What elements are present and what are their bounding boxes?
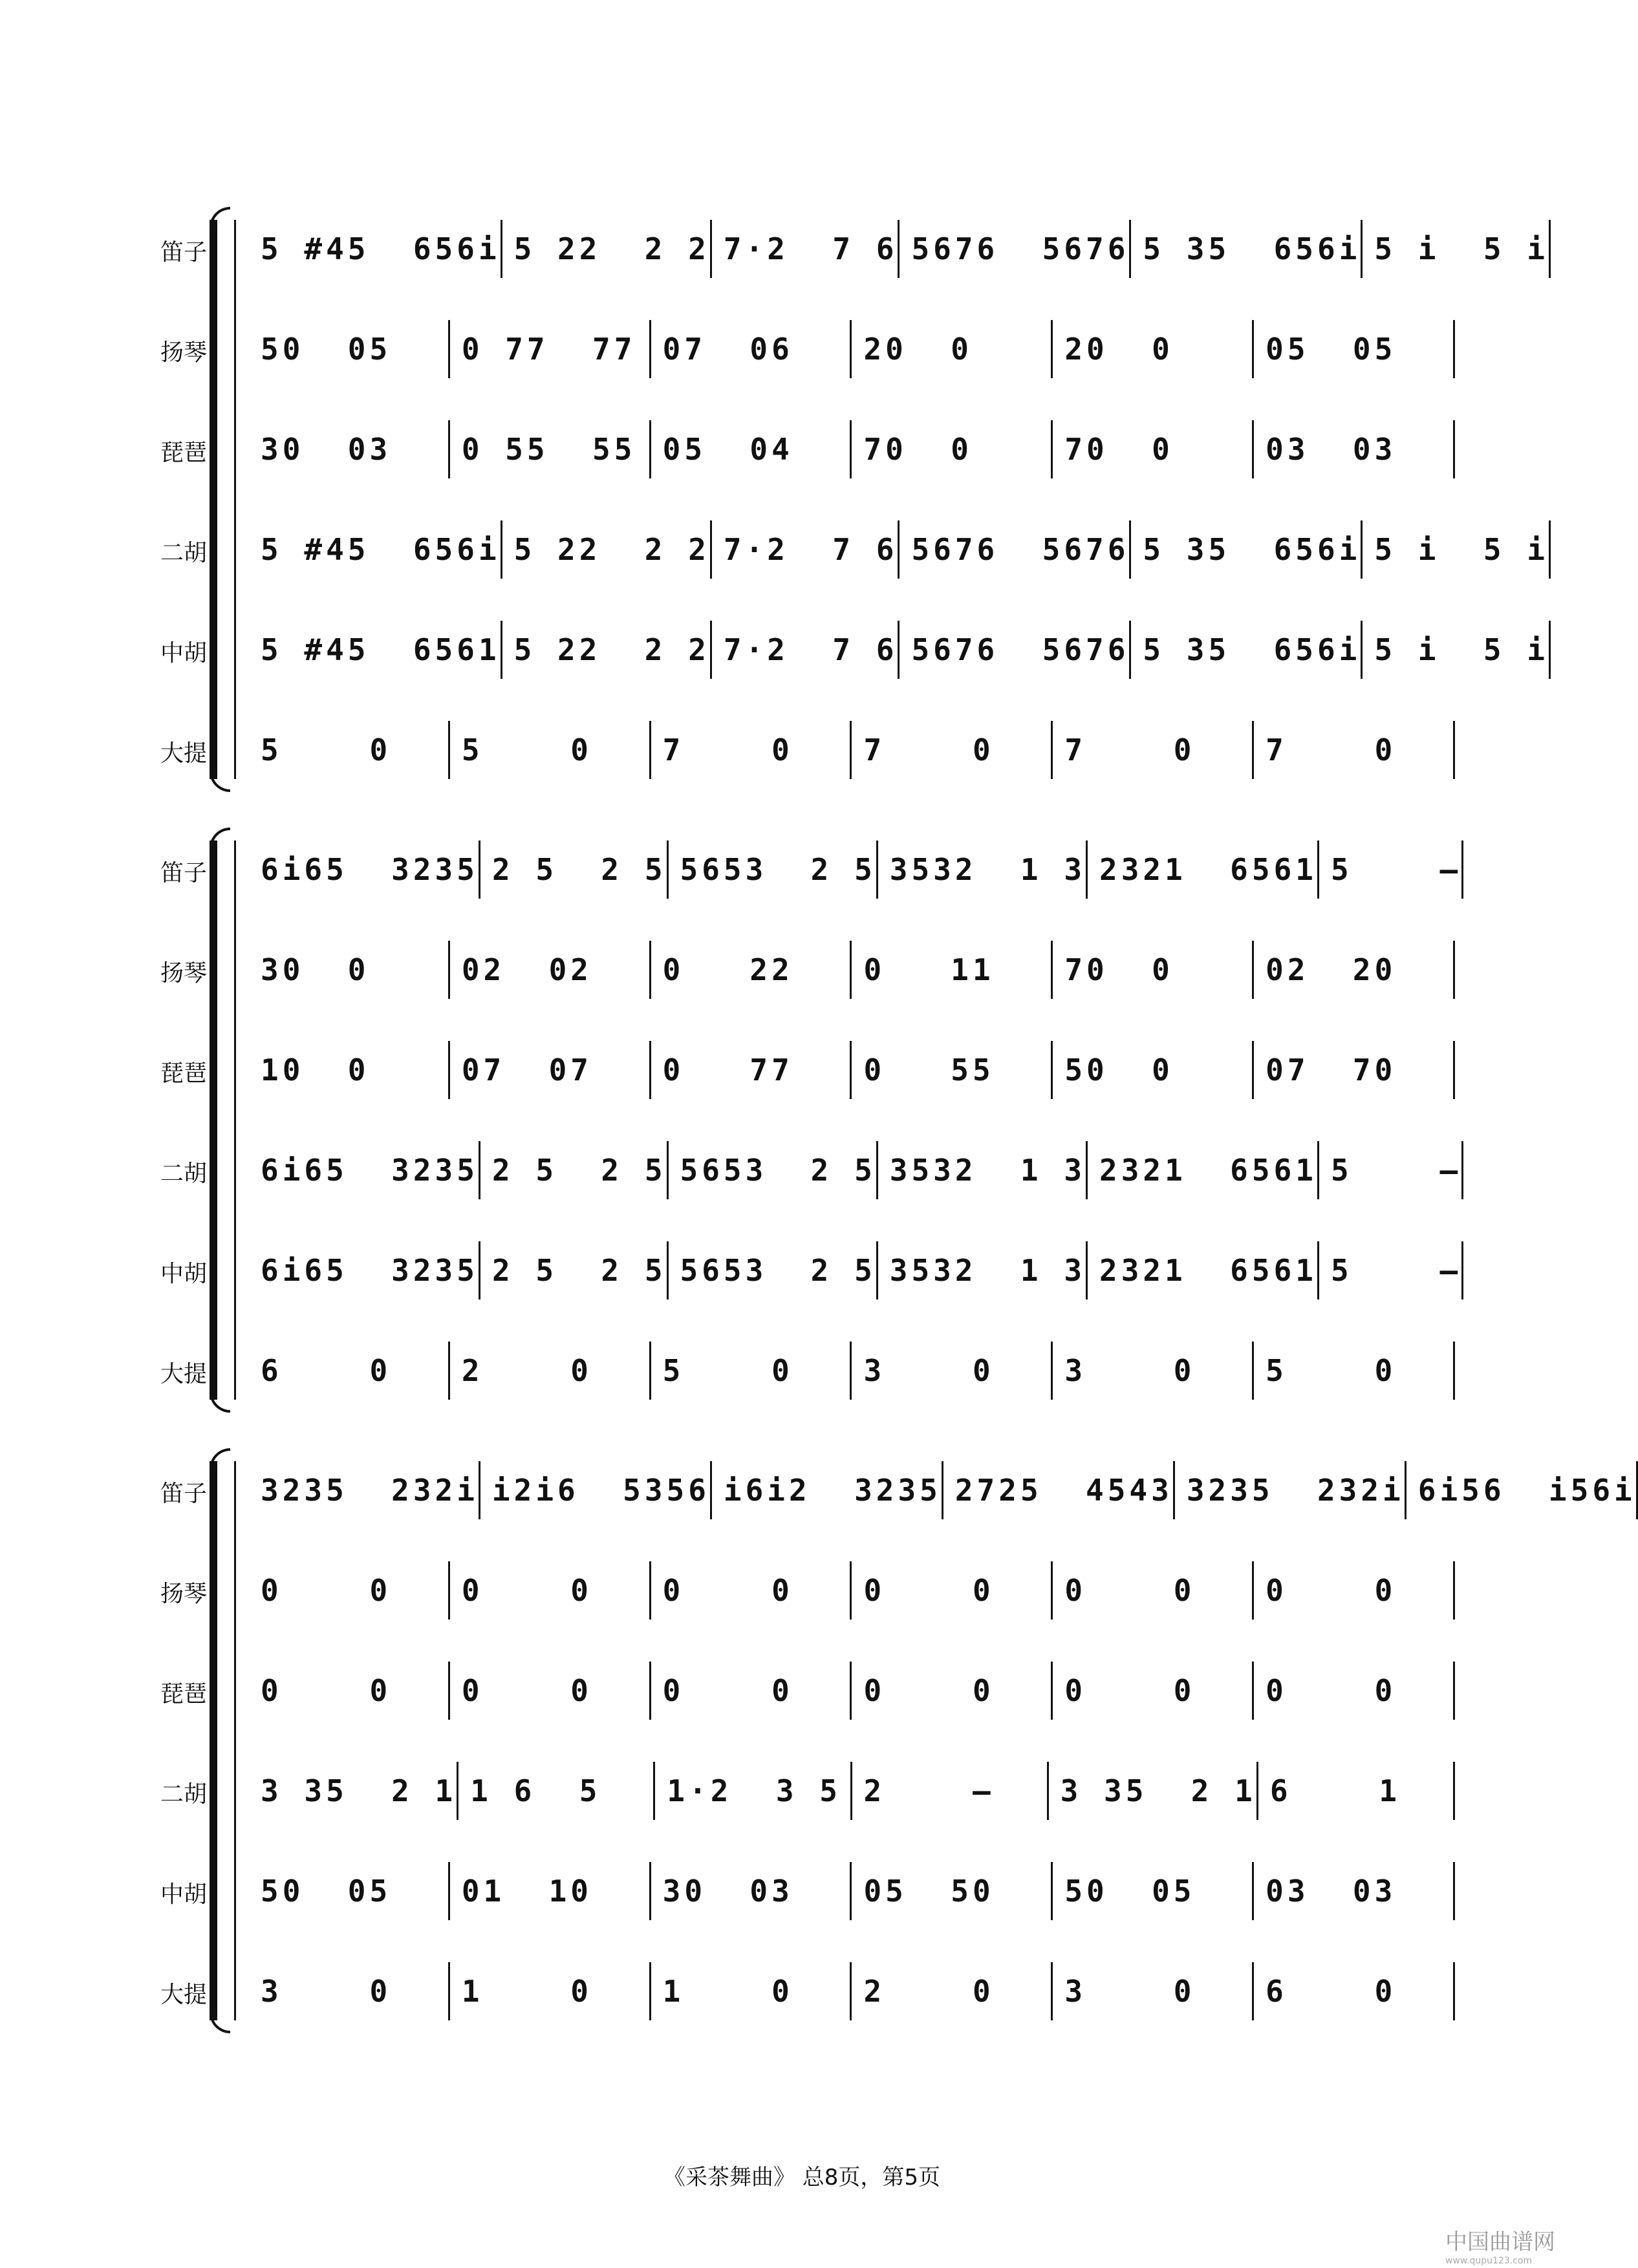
measure-notes: 7·2 7 6 bbox=[723, 532, 898, 567]
instrument-label: 扬琴 bbox=[160, 1581, 207, 1607]
measure-notes: 07 06 bbox=[662, 332, 793, 367]
measure bbox=[852, 1962, 1053, 2020]
measure-notes: 1 0 bbox=[662, 1974, 793, 2009]
logo-url: www.qupu123.com bbox=[1445, 2256, 1533, 2266]
measure bbox=[669, 1241, 878, 1300]
measure bbox=[249, 1862, 450, 1920]
measure-notes: 2 5 2 5 bbox=[491, 1253, 667, 1288]
measure bbox=[900, 520, 1131, 579]
measure-notes: i2i6 5356 bbox=[491, 1473, 710, 1508]
measure-notes: 0 22 bbox=[662, 952, 793, 987]
instrument-staff bbox=[149, 1461, 1636, 1519]
measure-notes: 05 50 bbox=[863, 1874, 995, 1909]
measure bbox=[651, 941, 852, 999]
system-barline bbox=[234, 1461, 236, 2020]
measure bbox=[1254, 1962, 1455, 2020]
measure-notes: 5 22 2 2 bbox=[513, 532, 710, 567]
measure-row bbox=[249, 941, 1455, 999]
measure-notes: 02 02 bbox=[461, 952, 592, 987]
measure bbox=[450, 1041, 651, 1099]
site-logo bbox=[1445, 2224, 1555, 2266]
instrument-staff bbox=[149, 1241, 1462, 1300]
measure-notes: 2 5 2 5 bbox=[491, 1153, 667, 1188]
measure-row bbox=[249, 1241, 1462, 1300]
measure-notes: 5 0 bbox=[662, 1353, 793, 1388]
measure bbox=[249, 1962, 450, 2020]
measure-notes: 2321 6561 bbox=[1099, 1253, 1317, 1288]
measure bbox=[1254, 721, 1455, 779]
measure bbox=[1053, 1662, 1254, 1720]
measure bbox=[1053, 320, 1254, 378]
measure-row bbox=[249, 621, 1549, 679]
measure bbox=[878, 1141, 1088, 1199]
measure bbox=[1131, 520, 1363, 579]
instrument-staff bbox=[149, 1141, 1462, 1199]
score-system bbox=[149, 840, 1462, 1400]
measure-notes: 0 0 bbox=[261, 1673, 392, 1708]
measure bbox=[651, 1041, 852, 1099]
measure bbox=[1319, 840, 1463, 899]
measure-notes: 3 35 2 1 bbox=[261, 1773, 457, 1808]
measure-notes: 0 0 bbox=[261, 1573, 392, 1608]
measure bbox=[249, 1561, 450, 1620]
measure bbox=[249, 1041, 450, 1099]
measure-notes: 70 0 bbox=[1064, 952, 1174, 987]
instrument-staff bbox=[149, 1342, 1455, 1400]
measure-notes: 5 22 2 2 bbox=[513, 231, 710, 266]
measure bbox=[1053, 721, 1254, 779]
measure bbox=[502, 220, 712, 278]
measure bbox=[249, 420, 450, 478]
measure-notes: 2 5 2 5 bbox=[491, 852, 667, 887]
measure-notes: 5 #45 6561 bbox=[261, 632, 501, 667]
measure bbox=[651, 420, 852, 478]
measure bbox=[450, 420, 651, 478]
measure bbox=[712, 621, 900, 679]
instrument-staff bbox=[149, 1762, 1455, 1820]
measure-row bbox=[249, 320, 1455, 378]
measure-row bbox=[249, 1461, 1636, 1519]
measure bbox=[712, 520, 900, 579]
measure bbox=[249, 1241, 480, 1300]
measure-notes: 3 0 bbox=[261, 1974, 392, 2009]
measure-notes: 0 0 bbox=[662, 1573, 793, 1608]
measure bbox=[249, 1662, 450, 1720]
measure bbox=[852, 1662, 1053, 1720]
measure-notes: 1·2 3 5 bbox=[667, 1773, 841, 1808]
measure bbox=[1254, 1662, 1455, 1720]
measure-notes: 30 03 bbox=[662, 1874, 793, 1909]
measure bbox=[1053, 1342, 1254, 1400]
measure-notes: 01 10 bbox=[461, 1874, 592, 1909]
measure-notes: 6i65 3235 bbox=[261, 1253, 479, 1288]
measure bbox=[450, 1962, 651, 2020]
measure-notes: 0 0 bbox=[662, 1673, 793, 1708]
measure-notes: 10 0 bbox=[261, 1053, 370, 1087]
instrument-label: 大提 bbox=[160, 740, 207, 767]
instrument-label: 笛子 bbox=[160, 239, 207, 266]
measure bbox=[852, 320, 1053, 378]
measure-notes: 2 0 bbox=[863, 1974, 995, 2009]
measure-notes: 07 07 bbox=[461, 1053, 592, 1087]
measure-notes: 0 0 bbox=[863, 1573, 995, 1608]
measure bbox=[651, 1662, 852, 1720]
measure-notes: 6 0 bbox=[261, 1353, 392, 1388]
measure bbox=[852, 1041, 1053, 1099]
measure-notes: 2321 6561 bbox=[1099, 1153, 1317, 1188]
measure-notes: 70 0 bbox=[1064, 432, 1174, 467]
measure bbox=[1254, 1862, 1455, 1920]
measure-notes: 5 – bbox=[1330, 1253, 1462, 1288]
instrument-label: 扬琴 bbox=[160, 339, 207, 366]
measure bbox=[852, 1342, 1053, 1400]
measure bbox=[1254, 1342, 1455, 1400]
measure bbox=[1131, 220, 1363, 278]
measure-notes: 5 – bbox=[1330, 1153, 1462, 1188]
measure-notes: i6i2 3235 bbox=[723, 1473, 942, 1508]
measure bbox=[249, 840, 480, 899]
system-brace bbox=[210, 1461, 235, 2020]
measure-row bbox=[249, 840, 1462, 899]
measure-notes: 5 0 bbox=[461, 733, 592, 767]
measure bbox=[450, 1862, 651, 1920]
measure-row bbox=[249, 520, 1549, 579]
measure bbox=[669, 840, 878, 899]
measure bbox=[1053, 1862, 1254, 1920]
measure-row bbox=[249, 1342, 1455, 1400]
measure-notes: 5 0 bbox=[261, 733, 392, 767]
measure bbox=[1363, 621, 1551, 679]
measure bbox=[878, 840, 1088, 899]
measure bbox=[1319, 1141, 1463, 1199]
measure-notes: 50 0 bbox=[1064, 1053, 1174, 1087]
measure-notes: 5 #45 656i bbox=[261, 231, 501, 266]
measure bbox=[249, 721, 450, 779]
instrument-staff bbox=[149, 1041, 1455, 1099]
instrument-label: 笛子 bbox=[160, 1481, 207, 1507]
instrument-label: 琵琶 bbox=[160, 1681, 207, 1707]
measure-notes: 02 20 bbox=[1266, 952, 1397, 987]
instrument-label: 大提 bbox=[160, 1361, 207, 1387]
measure-notes: 50 05 bbox=[1064, 1874, 1196, 1909]
measure-notes: 0 0 bbox=[1064, 1573, 1196, 1608]
measure-notes: 5 i 5 i bbox=[1374, 231, 1549, 266]
measure-notes: 0 0 bbox=[863, 1673, 995, 1708]
measure-notes: 05 04 bbox=[662, 432, 793, 467]
measure bbox=[1254, 420, 1455, 478]
measure-notes: 70 0 bbox=[863, 432, 973, 467]
measure-notes: 0 77 77 bbox=[461, 332, 636, 367]
measure-notes: 5653 2 5 bbox=[680, 852, 876, 887]
measure bbox=[450, 1561, 651, 1620]
measure bbox=[450, 721, 651, 779]
measure bbox=[458, 1762, 655, 1820]
measure bbox=[450, 941, 651, 999]
measure-notes: 07 70 bbox=[1266, 1053, 1397, 1087]
score-system bbox=[149, 1461, 1636, 2020]
measure-notes: 1 6 5 bbox=[470, 1773, 601, 1808]
measure bbox=[669, 1141, 878, 1199]
instrument-staff bbox=[149, 320, 1455, 378]
measure-notes: 0 0 bbox=[461, 1673, 592, 1708]
instrument-label: 中胡 bbox=[160, 640, 207, 667]
measure bbox=[1053, 1962, 1254, 2020]
logo-text: 中国曲谱网 bbox=[1445, 2229, 1555, 2255]
measure bbox=[651, 1962, 852, 2020]
measure bbox=[1088, 1241, 1319, 1300]
score-system bbox=[149, 220, 1549, 779]
measure bbox=[943, 1461, 1175, 1519]
measure-notes: 5676 5676 bbox=[911, 231, 1130, 266]
measure-notes: 0 0 bbox=[461, 1573, 592, 1608]
measure bbox=[249, 941, 450, 999]
measure-row bbox=[249, 1041, 1455, 1099]
measure-notes: 2 – bbox=[863, 1773, 995, 1808]
page-footer: 《采茶舞曲》 总8页，第5页 bbox=[663, 2165, 941, 2190]
measure bbox=[1254, 941, 1455, 999]
measure-notes: 20 0 bbox=[1064, 332, 1174, 367]
instrument-staff bbox=[149, 1962, 1455, 2020]
measure bbox=[712, 1461, 943, 1519]
measure-notes: 03 03 bbox=[1266, 432, 1397, 467]
measure bbox=[1053, 941, 1254, 999]
measure-notes: 3 0 bbox=[1064, 1974, 1196, 2009]
measure-notes: 3532 1 3 bbox=[889, 1253, 1086, 1288]
measure-notes: 6 0 bbox=[1266, 1974, 1397, 2009]
measure bbox=[655, 1762, 852, 1820]
instrument-label: 二胡 bbox=[160, 1161, 207, 1187]
measure bbox=[1363, 520, 1551, 579]
instrument-staff bbox=[149, 840, 1462, 899]
instrument-staff bbox=[149, 220, 1549, 278]
measure-notes: 05 05 bbox=[1266, 332, 1397, 367]
measure-notes: 3235 232i bbox=[261, 1473, 479, 1508]
measure-notes: 2321 6561 bbox=[1099, 852, 1317, 887]
measure bbox=[1049, 1762, 1258, 1820]
measure bbox=[1254, 320, 1455, 378]
measure-notes: 3 0 bbox=[1064, 1353, 1196, 1388]
instrument-staff bbox=[149, 1662, 1455, 1720]
measure-notes: 1 0 bbox=[461, 1974, 592, 2009]
measure-row bbox=[249, 1141, 1462, 1199]
measure-notes: 6 1 bbox=[1269, 1773, 1401, 1808]
measure-notes: 3532 1 3 bbox=[889, 1153, 1086, 1188]
measure bbox=[1053, 420, 1254, 478]
measure bbox=[1363, 220, 1551, 278]
measure-notes: 5 22 2 2 bbox=[513, 632, 710, 667]
measure-notes: 5 – bbox=[1330, 852, 1462, 887]
measure-notes: 7 0 bbox=[662, 733, 793, 767]
measure-row bbox=[249, 1862, 1455, 1920]
measure bbox=[249, 1342, 450, 1400]
measure-row bbox=[249, 1662, 1455, 1720]
instrument-label: 中胡 bbox=[160, 1881, 207, 1908]
measure-notes: 0 55 55 bbox=[461, 432, 636, 467]
measure-notes: 20 0 bbox=[863, 332, 973, 367]
measure bbox=[1258, 1762, 1455, 1820]
measure bbox=[651, 1862, 852, 1920]
measure-notes: 5 35 656i bbox=[1143, 231, 1361, 266]
measure bbox=[450, 1662, 651, 1720]
measure-notes: 5676 5676 bbox=[911, 532, 1130, 567]
instrument-staff bbox=[149, 1862, 1455, 1920]
measure bbox=[651, 1342, 852, 1400]
measure-notes: 3 0 bbox=[863, 1353, 995, 1388]
measure-notes: 5653 2 5 bbox=[680, 1153, 876, 1188]
measure bbox=[1175, 1461, 1406, 1519]
measure-row bbox=[249, 1762, 1455, 1820]
measure bbox=[1088, 840, 1319, 899]
measure-notes: 7 0 bbox=[863, 733, 995, 767]
measure-notes: 5 35 656i bbox=[1143, 532, 1361, 567]
measure-row bbox=[249, 1962, 1455, 2020]
instrument-staff bbox=[149, 420, 1455, 478]
measure-notes: 0 77 bbox=[662, 1053, 793, 1087]
measure-notes: 2725 4543 bbox=[954, 1473, 1173, 1508]
measure-notes: 5 0 bbox=[1266, 1353, 1397, 1388]
instrument-staff bbox=[149, 721, 1455, 779]
measure bbox=[1053, 1561, 1254, 1620]
measure bbox=[900, 220, 1131, 278]
measure bbox=[249, 320, 450, 378]
measure bbox=[651, 320, 852, 378]
measure-notes: 3 35 2 1 bbox=[1060, 1773, 1256, 1808]
measure-notes: 0 0 bbox=[1266, 1673, 1397, 1708]
measure-notes: 5 #45 656i bbox=[261, 532, 501, 567]
system-barline bbox=[234, 220, 236, 779]
measure-notes: 50 05 bbox=[261, 332, 392, 367]
measure-notes: 7·2 7 6 bbox=[723, 231, 898, 266]
instrument-label: 中胡 bbox=[160, 1261, 207, 1287]
instrument-label: 琵琶 bbox=[160, 440, 207, 466]
measure-notes: 0 0 bbox=[1266, 1573, 1397, 1608]
measure bbox=[878, 1241, 1088, 1300]
measure bbox=[1131, 621, 1363, 679]
instrument-label: 琵琶 bbox=[160, 1060, 207, 1087]
measure-notes: 3235 232i bbox=[1186, 1473, 1405, 1508]
measure bbox=[1254, 1041, 1455, 1099]
measure-row bbox=[249, 220, 1549, 278]
measure bbox=[900, 621, 1131, 679]
instrument-staff bbox=[149, 941, 1455, 999]
measure-row bbox=[249, 1561, 1455, 1620]
measure-notes: 5 i 5 i bbox=[1374, 632, 1549, 667]
measure bbox=[480, 1461, 712, 1519]
measure-notes: 30 0 bbox=[261, 952, 370, 987]
system-brace bbox=[210, 840, 235, 1400]
measure bbox=[852, 420, 1053, 478]
instrument-label: 二胡 bbox=[160, 1781, 207, 1808]
measure-notes: 5 35 656i bbox=[1143, 632, 1361, 667]
instrument-label: 笛子 bbox=[160, 860, 207, 886]
measure bbox=[651, 1561, 852, 1620]
measure bbox=[249, 1461, 480, 1519]
measure-notes: 50 05 bbox=[261, 1874, 392, 1909]
measure bbox=[480, 840, 669, 899]
measure bbox=[852, 1762, 1049, 1820]
measure-row bbox=[249, 721, 1455, 779]
instrument-staff bbox=[149, 1561, 1455, 1620]
measure-notes: 5653 2 5 bbox=[680, 1253, 876, 1288]
measure-row bbox=[249, 420, 1455, 478]
system-brace bbox=[210, 220, 235, 779]
measure bbox=[852, 721, 1053, 779]
measure-notes: 5676 5676 bbox=[911, 632, 1130, 667]
measure bbox=[249, 520, 502, 579]
measure bbox=[502, 520, 712, 579]
measure bbox=[480, 1241, 669, 1300]
measure-notes: 7·2 7 6 bbox=[723, 632, 898, 667]
measure-notes: 7 0 bbox=[1266, 733, 1397, 767]
measure bbox=[1254, 1561, 1455, 1620]
measure-notes: 5 i 5 i bbox=[1374, 532, 1549, 567]
measure bbox=[1319, 1241, 1463, 1300]
measure bbox=[852, 1561, 1053, 1620]
measure bbox=[249, 1141, 480, 1199]
measure-notes: 2 0 bbox=[461, 1353, 592, 1388]
measure bbox=[651, 721, 852, 779]
measure-notes: 6i56 i56i bbox=[1417, 1473, 1636, 1508]
instrument-label: 二胡 bbox=[160, 540, 207, 566]
measure bbox=[1088, 1141, 1319, 1199]
instrument-staff bbox=[149, 621, 1549, 679]
measure bbox=[249, 220, 502, 278]
instrument-label: 扬琴 bbox=[160, 960, 207, 987]
measure bbox=[249, 621, 502, 679]
measure bbox=[1053, 1041, 1254, 1099]
measure-notes: 7 0 bbox=[1064, 733, 1196, 767]
measure-notes: 6i65 3235 bbox=[261, 1153, 479, 1188]
measure bbox=[1406, 1461, 1638, 1519]
measure bbox=[852, 941, 1053, 999]
measure-notes: 0 11 bbox=[863, 952, 995, 987]
instrument-staff bbox=[149, 520, 1549, 579]
measure bbox=[480, 1141, 669, 1199]
measure bbox=[852, 1862, 1053, 1920]
measure-notes: 3532 1 3 bbox=[889, 852, 1086, 887]
measure bbox=[712, 220, 900, 278]
system-barline bbox=[234, 840, 236, 1400]
instrument-label: 大提 bbox=[160, 1982, 207, 2008]
measure-notes: 0 0 bbox=[1064, 1673, 1196, 1708]
measure-notes: 03 03 bbox=[1266, 1874, 1397, 1909]
measure bbox=[450, 320, 651, 378]
measure-notes: 30 03 bbox=[261, 432, 392, 467]
measure-notes: 0 55 bbox=[863, 1053, 995, 1087]
measure bbox=[249, 1762, 458, 1820]
measure bbox=[450, 1342, 651, 1400]
measure bbox=[502, 621, 712, 679]
measure-notes: 6i65 3235 bbox=[261, 852, 479, 887]
